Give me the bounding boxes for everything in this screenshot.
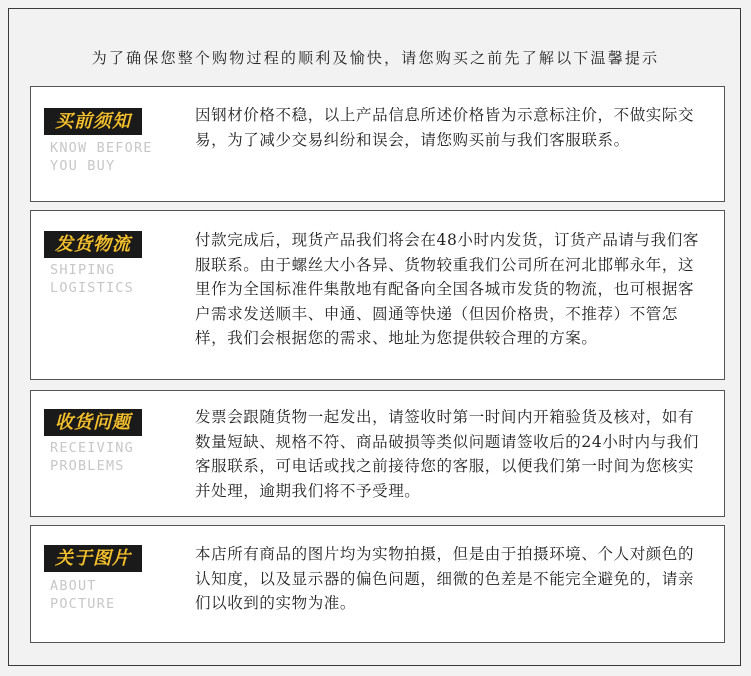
section-text: 发票会跟随货物一起发出，请签收时第一时间内开箱验货及核对，如有数量短缺、规格不符、商品破损等类似问题请签收后的24小时内与我们客服联系，可电话或找之前接待您的客服，以便我们第一时间为您核实并处理，逾期我们将不予受理。 (195, 408, 699, 500)
section-text: 本店所有商品的图片均为实物拍摄，但是由于拍摄环境、个人对颜色的认知度，以及显示器的偏色问题，细微的色差是不能完全避免的，请亲们以收到的实物为准。 (195, 545, 695, 612)
subtitle-line: ABOUT (50, 578, 97, 594)
section-title: 发货物流 (44, 231, 142, 258)
subtitle-line: SHIPING (50, 262, 116, 278)
intro-text: 为了确保您整个购物过程的顺利及愉快，请您购买之前先了解以下温馨提示 (91, 49, 660, 67)
subtitle-line: PROBLEMS (50, 458, 125, 474)
subtitle-line: KNOW BEFORE (50, 140, 153, 156)
section-title: 买前须知 (44, 108, 142, 135)
section-title: 收货问题 (44, 409, 142, 436)
section-text: 付款完成后，现货产品我们将会在48小时内发货，订货产品请与我们客服联系。由于螺丝大小各异、货物较重我们公司所在河北邯郸永年，这里作为全国标准件集散地有配备向全国各城市发货的物流，也可根据客户需求发送顺丰、申通、圆通等快递（但因价格贵，不推荐）不管怎样，我们会根据您的需求、地址为您提供较合理的方案。 (195, 231, 699, 347)
section-title: 关于图片 (44, 545, 142, 572)
section-shipping-logistics (30, 210, 725, 380)
subtitle-line: POCTURE (50, 596, 116, 612)
subtitle-line: YOU BUY (50, 158, 116, 174)
section-about-picture (30, 525, 725, 643)
subtitle-line: LOGISTICS (50, 280, 134, 296)
section-text: 因钢材价格不稳，以上产品信息所述价格皆为示意标注价，不做实际交易，为了减少交易纠纷和误会，请您购买前与我们客服联系。 (195, 106, 695, 149)
section-subtitle (50, 439, 134, 475)
section-subtitle (50, 139, 153, 175)
section-subtitle (50, 577, 115, 613)
section-receiving-problems (30, 390, 725, 517)
section-subtitle (50, 261, 134, 297)
section-know-before-you-buy (30, 86, 725, 202)
subtitle-line: RECEIVING (50, 440, 134, 456)
